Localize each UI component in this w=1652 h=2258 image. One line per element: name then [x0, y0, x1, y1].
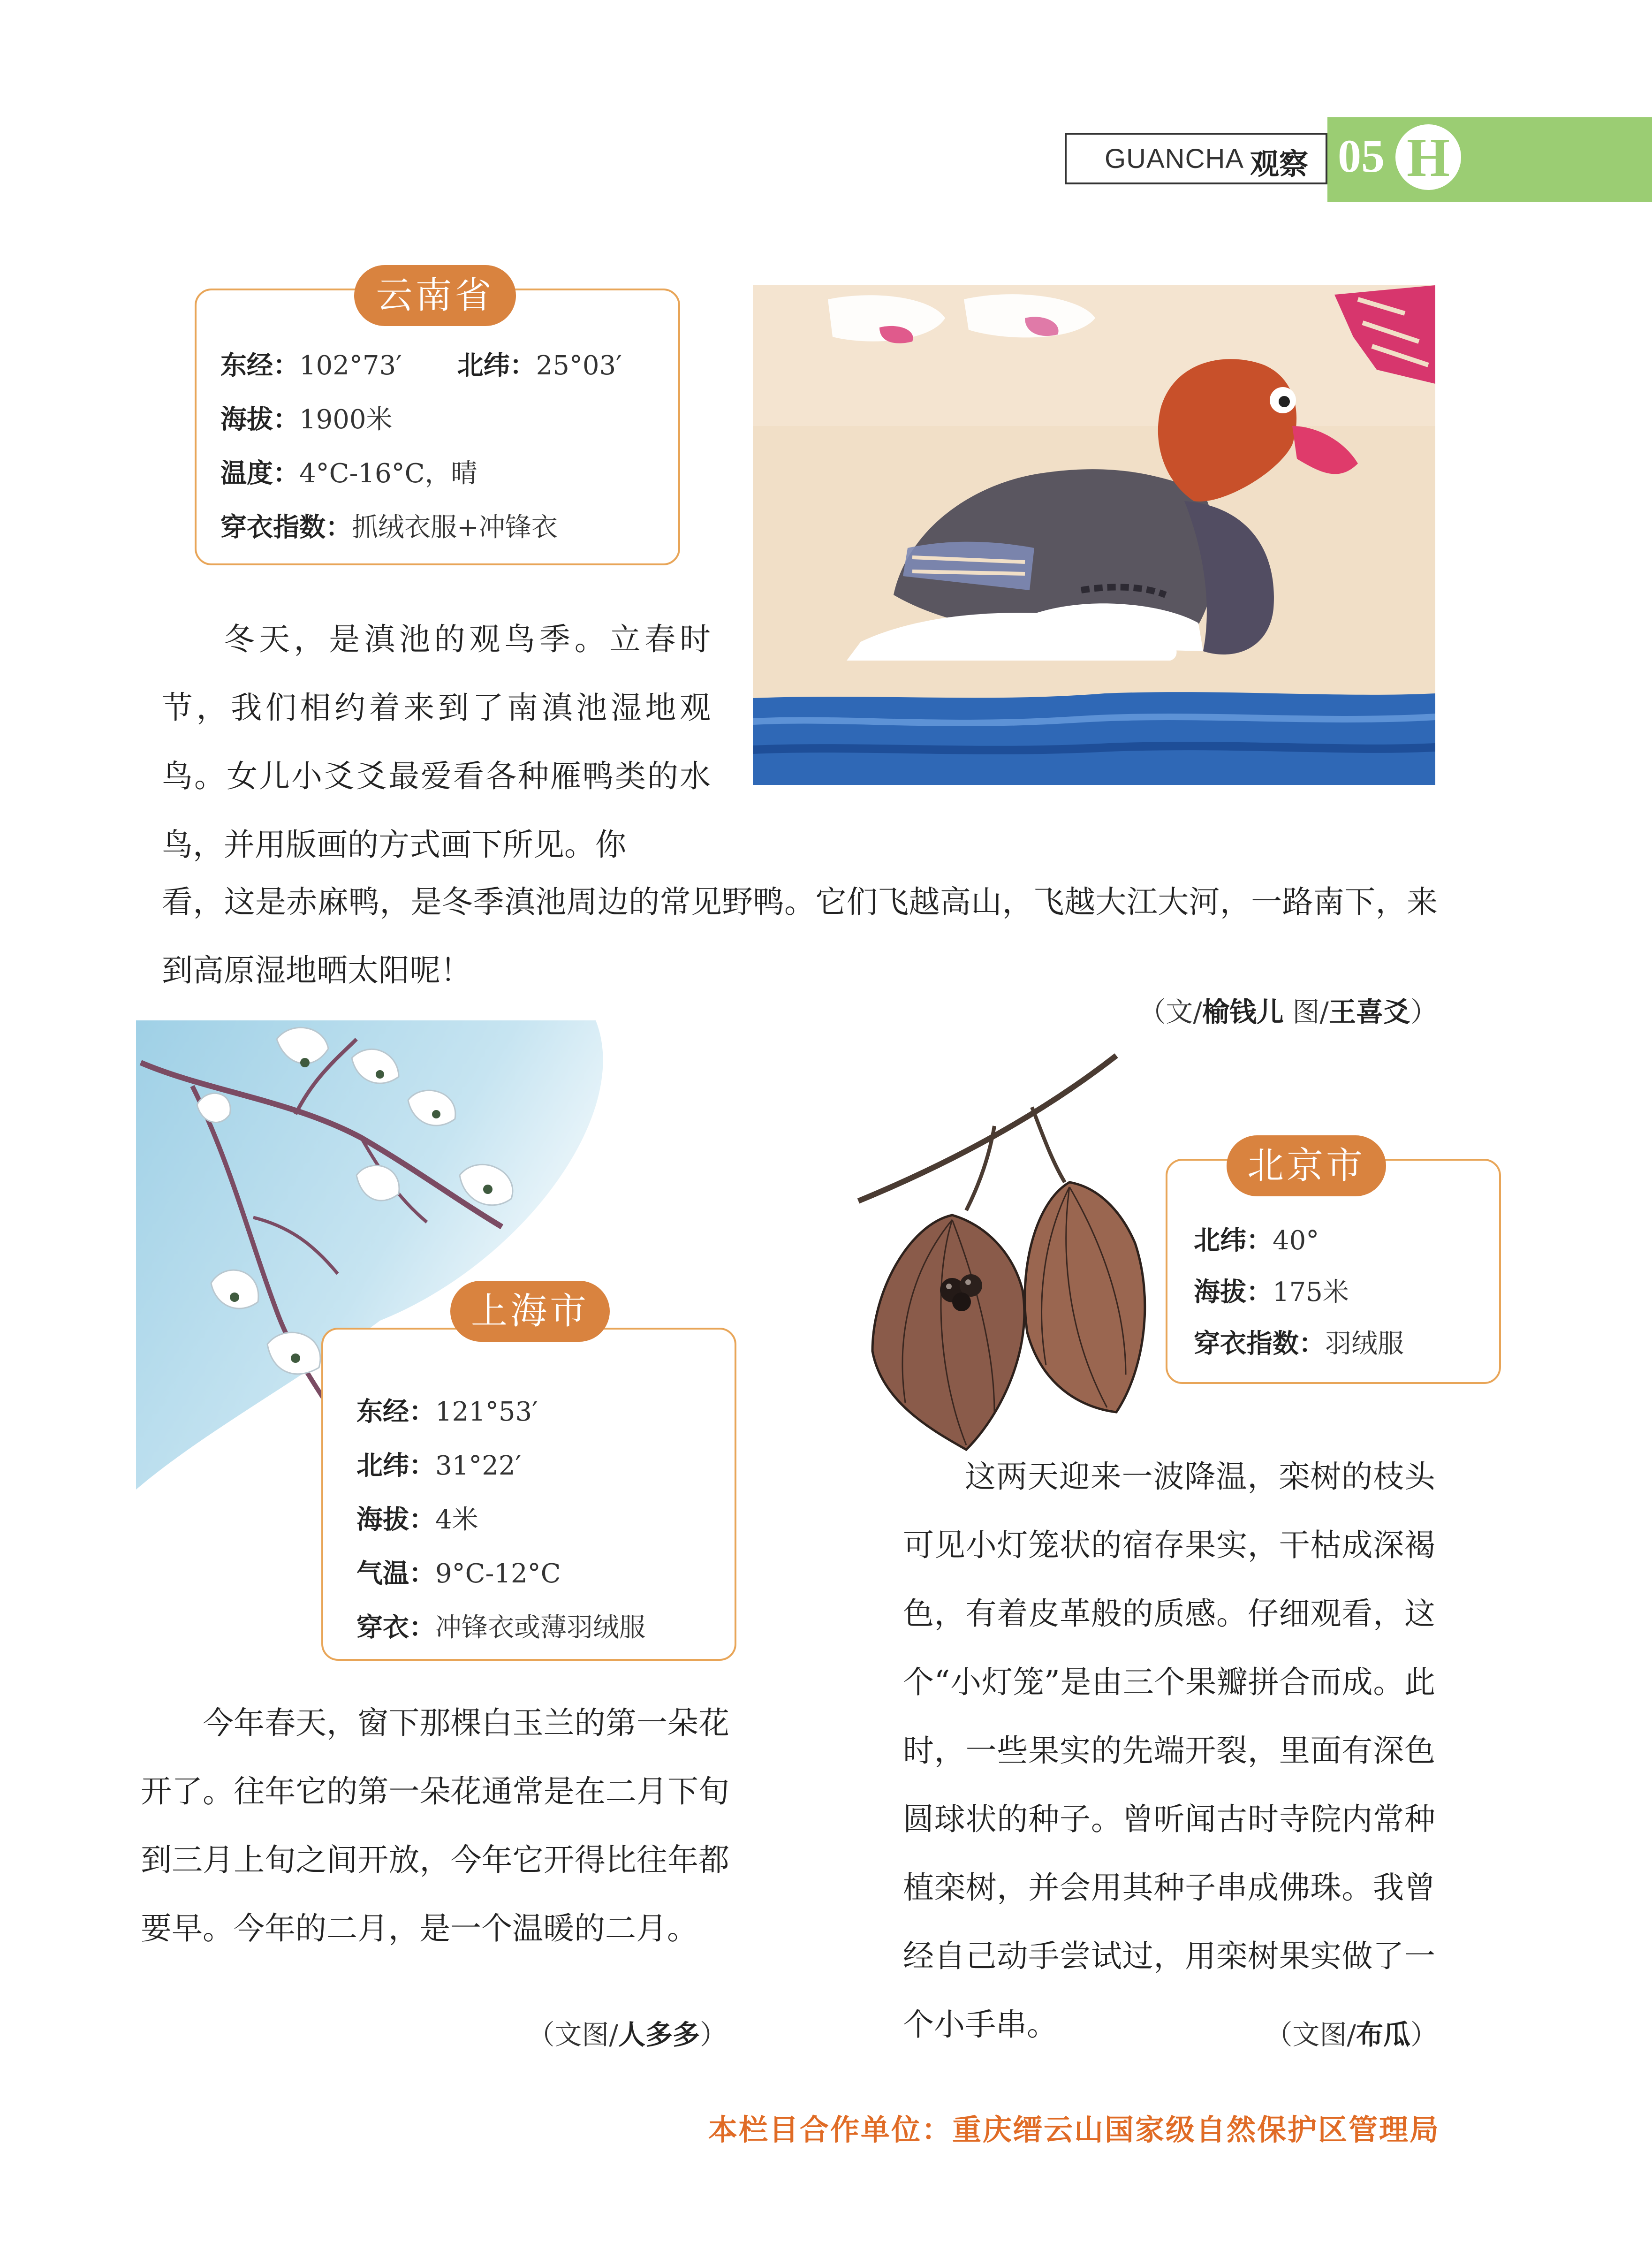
beijing-altitude-row — [1194, 1271, 1349, 1309]
section-name-en: GUANCHA — [1105, 144, 1244, 174]
beijing-altitude-label: 海拔： — [1194, 1277, 1273, 1308]
shanghai-clothing-label: 穿衣： — [356, 1612, 435, 1643]
yunnan-longitude-label: 东经： — [220, 350, 299, 381]
yunnan-coords-row — [220, 345, 622, 382]
beijing-clothing-row — [1194, 1323, 1404, 1361]
shanghai-clothing-row — [356, 1607, 645, 1644]
yunnan-clothing-value: 抓绒衣服+冲锋衣 — [352, 512, 558, 543]
shanghai-altitude-value: 4米 — [435, 1505, 478, 1535]
beijing-altitude-value: 175米 — [1273, 1277, 1349, 1308]
beijing-paragraph: 这两天迎来一波降温，栾树的枝头可见小灯笼状的宿存果实，干枯成深褐色，有着皮革般的质感。仔细观看，这个“小灯笼”是由三个果瓣拼合而成。此时，一些果实的先端开裂，里面有深色圆球状的种子。曾听闻古时寺院内常种植栾树，并会用其种子串成佛珠。我曾经自己动手尝试过，用栾树果实做了一个小手串。 — [903, 1459, 1435, 2043]
page-number: 05 — [1338, 130, 1385, 182]
beijing-latitude-label: 北纬： — [1194, 1225, 1273, 1256]
yunnan-altitude-row — [220, 399, 393, 436]
shanghai-latitude-row — [356, 1445, 521, 1483]
shanghai-temperature-label: 气温： — [356, 1559, 435, 1589]
shanghai-card-title: 上海市 — [450, 1281, 610, 1342]
shanghai-latitude-label: 北纬： — [356, 1451, 435, 1481]
yunnan-artist: 王喜爻 — [1328, 996, 1410, 1028]
beijing-credit: （文图/布瓜） — [1265, 2019, 1438, 2051]
shanghai-clothing-value: 冲锋衣或薄羽绒服 — [435, 1612, 645, 1643]
cooperation-footer: 本栏目合作单位：重庆缙云山国家级自然保护区管理局 — [708, 2113, 1440, 2147]
yunnan-credit: （文/榆钱儿 图/王喜爻） — [1138, 996, 1438, 1028]
yunnan-altitude-label: 海拔： — [220, 404, 299, 435]
yunnan-paragraph-full: 看，这是赤麻鸭，是冬季滇池周边的常见野鸭。它们飞越高山，飞越大江大河，一路南下，来到高原湿地晒太阳呢！ — [162, 884, 1438, 988]
shanghai-longitude-label: 东经： — [356, 1397, 435, 1427]
beijing-latitude-row — [1194, 1220, 1319, 1257]
yunnan-altitude-value: 1900米 — [299, 404, 393, 435]
yunnan-clothing-row — [220, 507, 558, 544]
beijing-card-title: 北京市 — [1227, 1135, 1386, 1196]
shanghai-temperature-row — [356, 1553, 561, 1590]
yunnan-temperature-row — [220, 453, 477, 490]
yunnan-latitude-value: 25°03′ — [536, 350, 622, 381]
beijing-latitude-value: 40° — [1273, 1225, 1319, 1256]
yunnan-clothing-label: 穿衣指数： — [220, 512, 352, 543]
shanghai-author: 人多多 — [618, 2019, 700, 2051]
shanghai-latitude-value: 31°22′ — [435, 1451, 522, 1481]
beijing-clothing-value: 羽绒服 — [1325, 1329, 1404, 1359]
yunnan-longitude-value: 102°73′ — [299, 350, 402, 381]
shanghai-altitude-row — [356, 1499, 478, 1536]
yunnan-paragraph-top: 冬天，是滇池的观鸟季。立春时节，我们相约着来到了南滇池湿地观鸟。女儿小爻爻最爱看各种雁鸭类的水鸟，并用版画的方式画下所见。你 — [162, 621, 711, 863]
shanghai-longitude-row — [356, 1391, 538, 1429]
yunnan-temperature-label: 温度： — [220, 458, 299, 489]
badge-letter: H — [1407, 127, 1450, 188]
goldenrain-fruit-illustration — [854, 1046, 1154, 1454]
yunnan-temperature-value: 4°C-16°C，晴 — [299, 458, 477, 489]
yunnan-author: 榆钱儿 — [1202, 996, 1284, 1028]
shanghai-credit: （文图/人多多） — [527, 2019, 727, 2051]
beijing-author: 布瓜 — [1356, 2019, 1410, 2051]
shanghai-temperature-value: 9°C-12°C — [435, 1559, 561, 1589]
beijing-clothing-label: 穿衣指数： — [1194, 1329, 1325, 1359]
shanghai-paragraph: 今年春天，窗下那棵白玉兰的第一朵花开了。往年它的第一朵花通常是在二月下旬到三月上旬之间开放，今年它开得比往年都要早。今年的二月，是一个温暖的二月。 — [141, 1705, 729, 1946]
duck-print-illustration — [753, 285, 1435, 785]
shanghai-altitude-label: 海拔： — [356, 1505, 435, 1535]
section-name-cn: 观察 — [1250, 147, 1309, 181]
yunnan-latitude-label: 北纬： — [457, 350, 536, 381]
yunnan-card-title: 云南省 — [354, 265, 516, 326]
shanghai-longitude-value: 121°53′ — [435, 1397, 538, 1427]
